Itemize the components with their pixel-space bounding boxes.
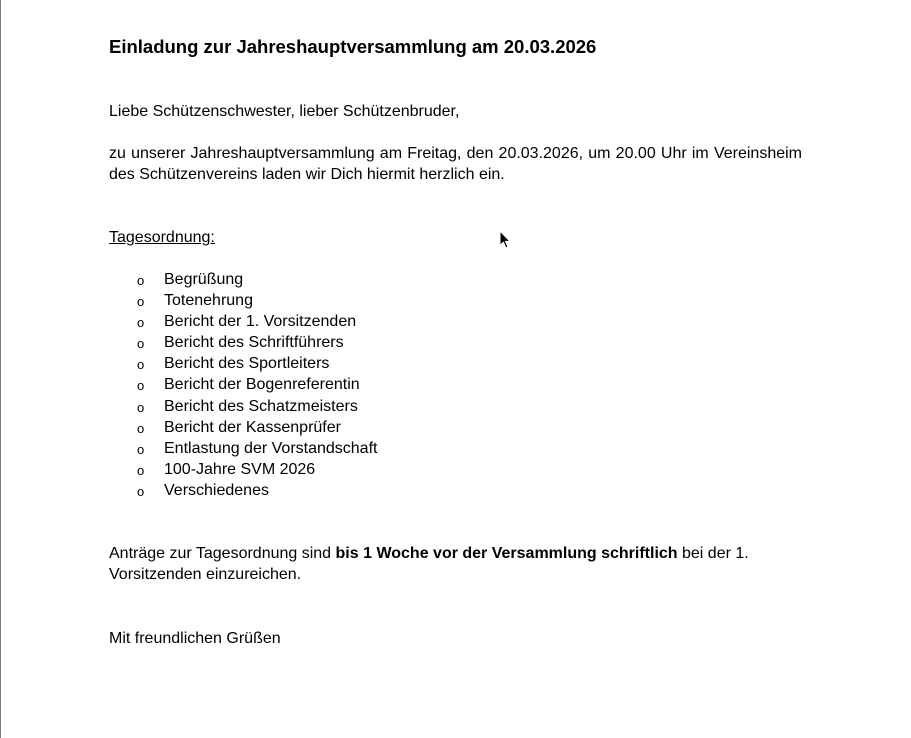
circle-bullet-icon: o (137, 441, 145, 457)
circle-bullet-icon: o (137, 294, 145, 310)
circle-bullet-icon: o (137, 462, 145, 478)
agenda-item-label: Entlastung der Vorstandschaft (164, 439, 378, 457)
agenda-item-label: Bericht des Schatzmeisters (164, 397, 358, 415)
closing-text: Mit freundlichen Grüßen (109, 630, 281, 647)
window-left-border (0, 0, 1, 738)
circle-bullet-icon: o (137, 273, 145, 288)
circle-bullet-icon: o (137, 315, 145, 331)
intro-paragraph: zu unserer Jahreshauptversammlung am Freitag, den 20.03.2026, um 20.00 Uhr im Vereinsheim des Schützenvereins laden wir Dich hiermit herzlich ein. (109, 145, 802, 183)
agenda-heading: Tagesordnung: (109, 229, 215, 246)
agenda-item-label: Verschiedenes (164, 481, 269, 499)
agenda-item-label: Bericht der 1. Vorsitzenden (164, 313, 357, 331)
agenda-item-label: Bericht des Sportleiters (164, 355, 330, 373)
motions-text-start: Anträge zur Tagesordnung sind (109, 545, 336, 562)
motions-paragraph (109, 543, 802, 585)
greeting-text: Liebe Schützenschwester, lieber Schützenbruder, (109, 103, 460, 120)
agenda-item-label: Bericht des Schriftführers (164, 334, 344, 352)
agenda-item-label: Totenehrung (164, 292, 253, 310)
agenda-item-label: Bericht der Bogenreferentin (164, 376, 360, 394)
agenda-item-label: Bericht der Kassenprüfer (164, 418, 341, 436)
agenda-item-label: Begrüßung (164, 271, 244, 288)
motions-deadline-emphasis: bis 1 Woche vor der Versammlung schriftlich (335, 545, 678, 562)
motions-text-end: bei der 1. Vorsitzenden einzureichen. (109, 545, 749, 583)
circle-bullet-icon: o (137, 357, 145, 373)
circle-bullet-icon: o (137, 336, 145, 352)
circle-bullet-icon: o (137, 420, 145, 436)
agenda-item-label: 100-Jahre SVM 2026 (164, 460, 316, 478)
circle-bullet-icon: o (137, 483, 145, 499)
circle-bullet-icon: o (137, 378, 145, 394)
circle-bullet-icon: o (137, 399, 145, 415)
mouse-pointer-icon (499, 230, 511, 249)
document-title: Einladung zur Jahreshauptversammlung am 20.03.2026 (109, 36, 597, 57)
